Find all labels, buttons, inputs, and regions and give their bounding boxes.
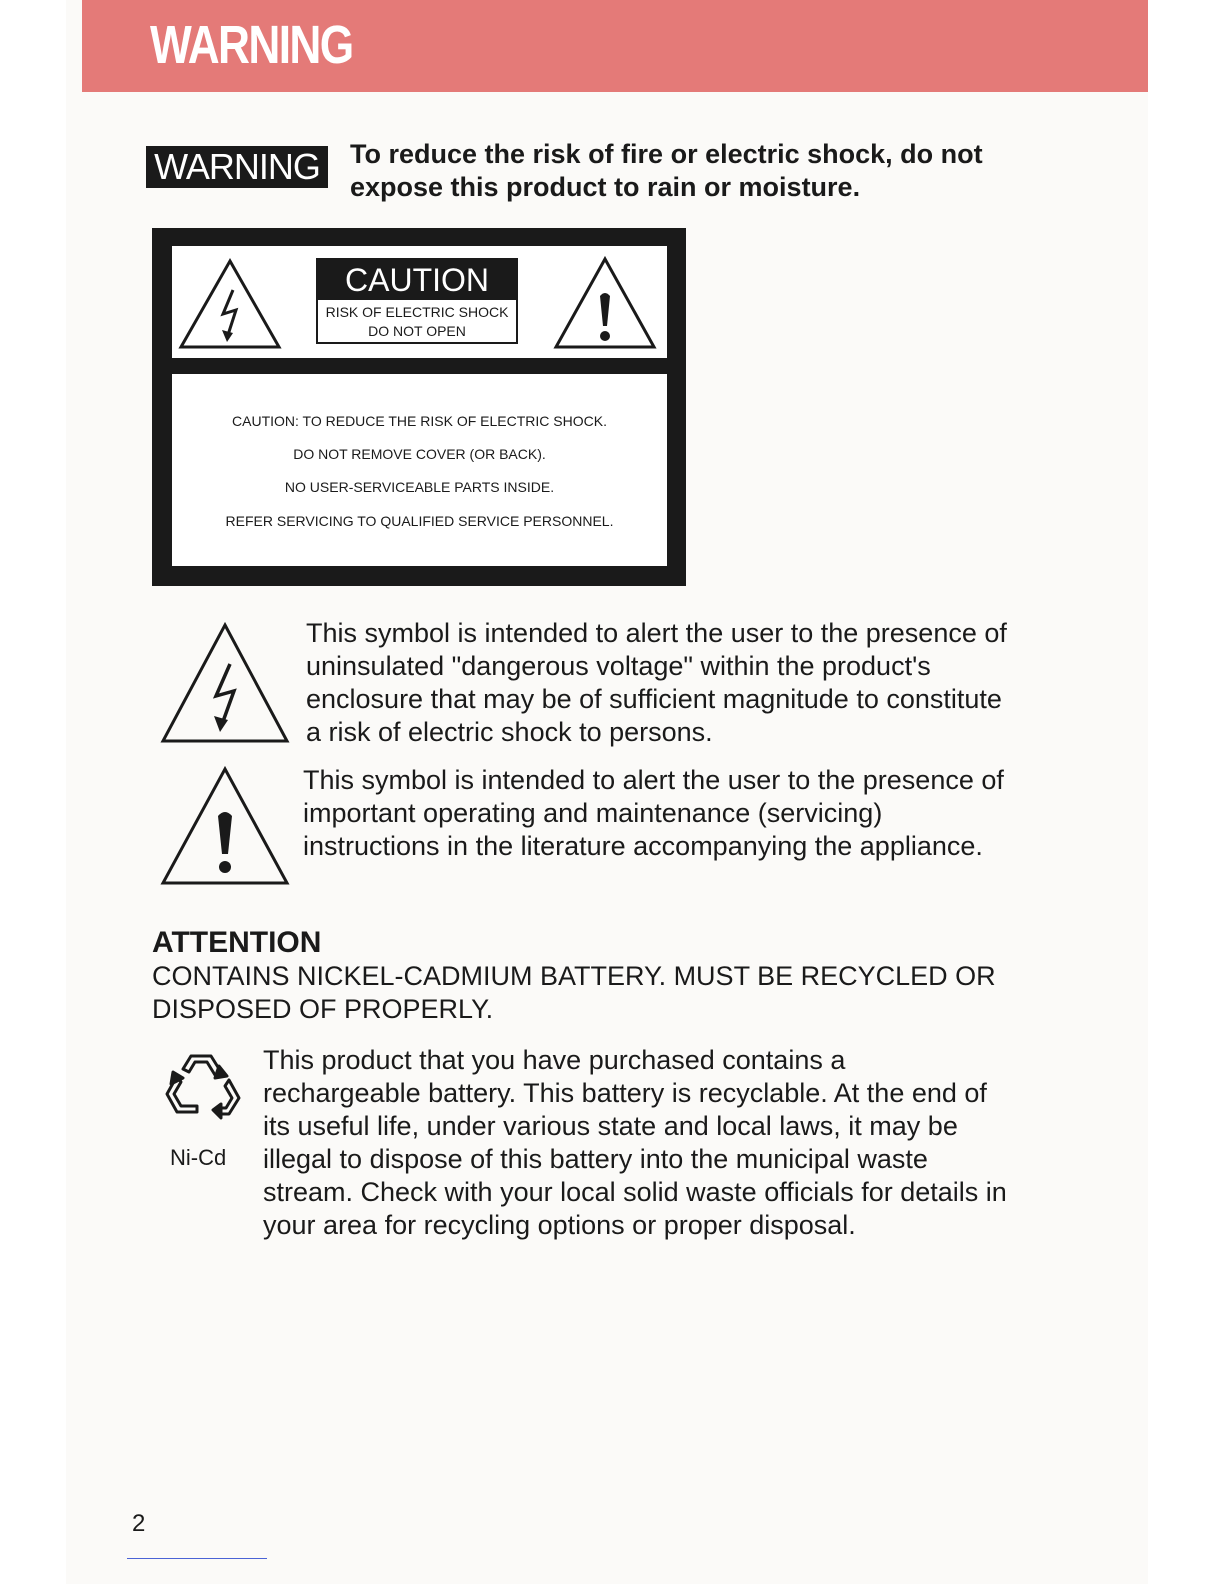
- caution-text-line: NO USER-SERVICEABLE PARTS INSIDE.: [284, 479, 555, 495]
- recycle-text: [263, 1044, 1073, 1242]
- symbol-description-line: enclosure that may be of sufficient magnitude to constitute: [306, 684, 1002, 714]
- caution-text-line: DO NOT REMOVE COVER (OR BACK).: [293, 446, 546, 462]
- recycle-text-line: illegal to dispose of this battery into the municipal waste: [263, 1144, 928, 1174]
- caution-text-line: CAUTION: TO REDUCE THE RISK OF ELECTRIC SHOCK.: [232, 413, 607, 429]
- recycle-text-line: your area for recycling options or proper disposal.: [263, 1210, 856, 1240]
- footer-rule: [127, 1558, 267, 1559]
- symbol-description-line: important operating and maintenance (servicing): [303, 798, 883, 828]
- attention-heading: ATTENTION: [152, 926, 322, 959]
- page-number: 2: [132, 1510, 146, 1537]
- recycle-text-line: This product that you have purchased contains a: [263, 1045, 846, 1075]
- warning-text: [350, 138, 1070, 204]
- lightning-triangle-icon: [160, 622, 290, 744]
- recycle-text-line: stream. Check with your local solid waste officials for details in: [263, 1177, 1007, 1207]
- nicd-label: Ni-Cd: [170, 1145, 227, 1170]
- caution-text-line: REFER SERVICING TO QUALIFIED SERVICE PERSONNEL.: [225, 513, 614, 529]
- recycle-icon: [163, 1050, 243, 1126]
- exclamation-triangle-icon: [553, 256, 657, 350]
- symbol-description-line: uninsulated "dangerous voltage" within the product's: [306, 651, 931, 681]
- caution-subtitle: RISK OF ELECTRIC SHOCK: [325, 304, 509, 320]
- warning-text-line: To reduce the risk of fire or electric shock, do not: [350, 139, 983, 169]
- warning-badge: WARNING: [146, 146, 328, 188]
- caution-label: [316, 258, 518, 344]
- attention-text-line: DISPOSED OF PROPERLY.: [152, 994, 494, 1024]
- symbol-description: [303, 764, 1004, 863]
- symbol-description: [306, 617, 1007, 749]
- page-title: WARNING: [150, 15, 353, 75]
- symbol-description-line: This symbol is intended to alert the user to the presence of: [303, 765, 1004, 795]
- symbol-description-line: This symbol is intended to alert the user to the presence of: [306, 618, 1007, 648]
- exclamation-triangle-icon: [160, 766, 290, 886]
- recycle-text-line: rechargeable battery. This battery is recyclable. At the end of: [263, 1078, 987, 1108]
- recycle-text-line: its useful life, under various state and local laws, it may be: [263, 1111, 958, 1141]
- warning-text-line: expose this product to rain or moisture.: [350, 172, 861, 202]
- caution-subtitle: DO NOT OPEN: [368, 323, 466, 339]
- symbol-description-line: a risk of electric shock to persons.: [306, 717, 713, 747]
- attention-text: [152, 960, 1052, 1026]
- symbol-description-line: instructions in the literature accompanying the appliance.: [303, 831, 983, 861]
- caution-label-bottom-panel: [172, 374, 667, 566]
- attention-text-line: CONTAINS NICKEL-CADMIUM BATTERY. MUST BE RECYCLED OR: [152, 961, 996, 991]
- caution-title: CAUTION: [318, 260, 516, 300]
- lightning-triangle-icon: [178, 258, 282, 350]
